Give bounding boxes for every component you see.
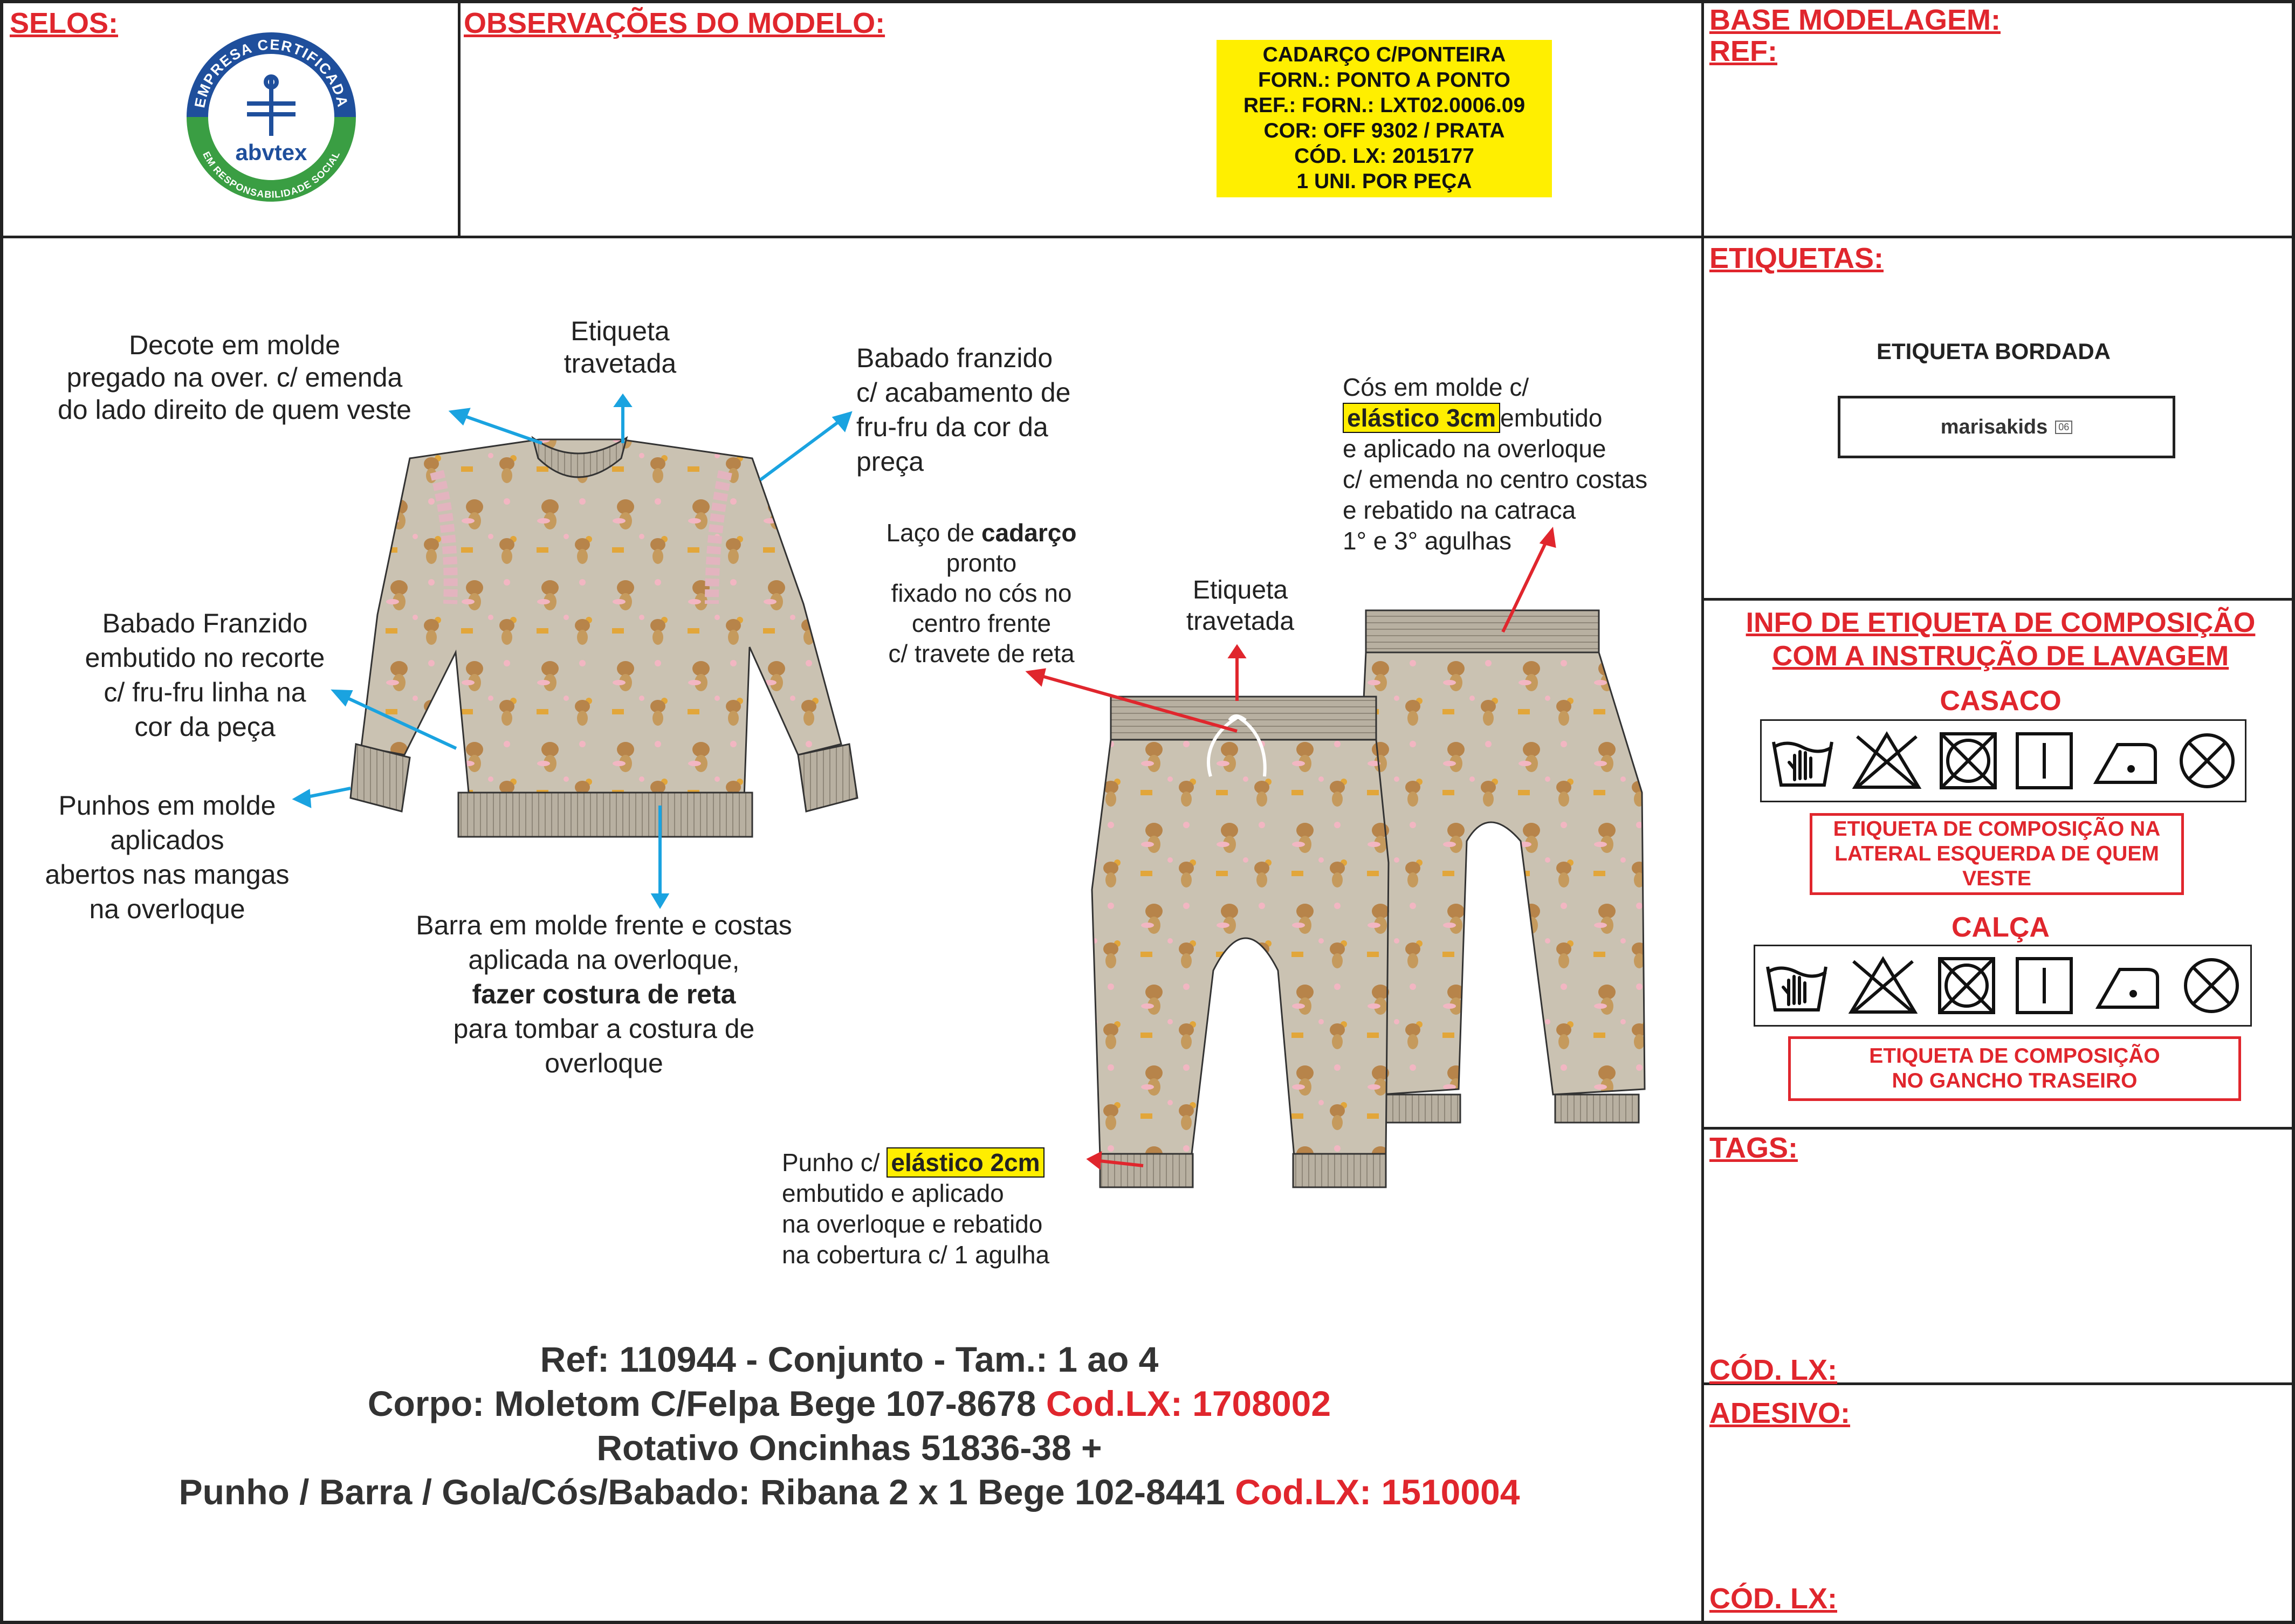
base-modelagem-header: BASE MODELAGEM:: [1709, 4, 2001, 36]
spec-rotativo: Rotativo Oncinhas 51836-38 +: [596, 1428, 1102, 1468]
cod-lx-adesivo: CÓD. LX:: [1709, 1582, 1837, 1615]
babado-recorte-line: embutido no recorte: [85, 643, 325, 673]
barra-line: aplicada na overloque,: [468, 945, 740, 975]
babado-ombro-line: preça: [856, 446, 924, 477]
etiqueta-casaco-line: Etiqueta: [571, 316, 670, 346]
notice-line: 1 UNI. POR PEÇA: [1296, 170, 1472, 193]
no-dry-clean-icon: [2182, 956, 2241, 1015]
brand-label-size: 06: [2055, 421, 2072, 434]
punho-line: na overloque e rebatido: [782, 1210, 1043, 1238]
cod-lx-tags: CÓD. LX:: [1709, 1354, 1837, 1386]
casaco-composition-note: [1810, 813, 2184, 895]
line-dry-icon: [2015, 731, 2074, 790]
notice-line: REF.: FORN.: LXT02.0006.09: [1243, 94, 1526, 117]
notice-line: CADARÇO C/PONTEIRA: [1262, 43, 1506, 66]
notice-line: CÓD. LX: 2015177: [1294, 144, 1474, 168]
outer-border-right: [2292, 0, 2295, 1624]
babado-ombro-line: Babado franzido: [856, 343, 1053, 373]
etiquetas-header: ETIQUETAS:: [1709, 242, 1884, 274]
babado-ombro-line: fru-fru da cor da: [856, 412, 1048, 442]
divider-right-1: [1701, 236, 2294, 238]
cos-line: Cós em molde c/: [1343, 373, 1529, 401]
seal-top-text: EMPRESA CERTIFICADA: [191, 36, 351, 109]
cos-elastic-highlight: elástico 3cm: [1343, 403, 1500, 433]
etiqueta-calca-note: [1159, 575, 1321, 637]
seal-brand: abvtex: [235, 140, 307, 165]
calca-title: CALÇA: [1952, 912, 2050, 943]
punhos-line: abertos nas mangas: [45, 859, 290, 890]
hand-wash-icon: [1770, 731, 1835, 790]
etiqueta-bordada-title: ETIQUETA BORDADA: [1877, 339, 2111, 364]
spec-ribana-codlx: Cod.LX: 1510004: [1235, 1472, 1520, 1512]
no-tumble-dry-icon: [1937, 956, 1996, 1015]
pants-front-drawing: [1092, 697, 1389, 1187]
outer-border-bottom: [0, 1621, 2295, 1624]
spec-ref-line: Ref: 110944 - Conjunto - Tam.: 1 ao 4: [540, 1339, 1159, 1379]
spec-corpo-codlx: Cod.LX: 1708002: [1046, 1384, 1331, 1423]
punho-prefix: Punho c/: [782, 1148, 887, 1176]
calca-note-line-2: NO GANCHO TRASEIRO: [1892, 1069, 2138, 1092]
calca-note-line-1: ETIQUETA DE COMPOSIÇÃO: [1869, 1044, 2160, 1068]
tags-header: TAGS:: [1709, 1132, 1798, 1164]
brand-label-box: [1838, 396, 2175, 458]
babado-recorte-note: [49, 606, 361, 744]
punhos-line: Punhos em molde: [58, 790, 276, 821]
cos-note: [1343, 372, 1699, 556]
iron-low-icon: [2091, 731, 2161, 790]
babado-recorte-line: cor da peça: [134, 712, 276, 742]
spec-corpo: Corpo: Moletom C/Felpa Bege 107-8678: [367, 1384, 1046, 1423]
casaco-care-symbols: [1760, 719, 2246, 802]
casaco-title: CASACO: [1940, 685, 2062, 717]
cos-line: e aplicado na overloque: [1343, 435, 1606, 463]
decote-line: do lado direito de quem veste: [58, 395, 411, 425]
no-bleach-icon: [1848, 956, 1918, 1015]
sweatshirt-drawing: [351, 438, 857, 837]
iron-low-icon: [2093, 956, 2163, 1015]
spec-summary: [0, 1337, 1699, 1514]
decote-line: pregado na over. c/ emenda: [66, 362, 403, 393]
selos-header: SELOS:: [10, 7, 119, 39]
cos-line: 1° e 3° agulhas: [1343, 527, 1512, 555]
adesivo-header: ADESIVO:: [1709, 1397, 1851, 1429]
cos-after: embutido: [1500, 404, 1603, 432]
barra-line-bold: fazer costura de reta: [472, 979, 736, 1009]
laco-line: c/ travete de reta: [888, 639, 1075, 668]
observacoes-header: OBSERVAÇÕES DO MODELO:: [464, 7, 885, 39]
barra-line: Barra em molde frente e costas: [416, 910, 792, 940]
decote-line: Decote em molde: [129, 330, 340, 360]
hand-wash-icon: [1764, 956, 1829, 1015]
composition-title: [1704, 606, 2295, 673]
ref-header: REF:: [1709, 35, 1777, 67]
punhos-note: [11, 788, 324, 926]
punho-calca-note: [782, 1147, 1116, 1270]
pants-back-drawing: [1356, 610, 1645, 1123]
cos-line: c/ emenda no centro costas: [1343, 465, 1648, 493]
no-bleach-icon: [1852, 731, 1922, 790]
punho-elastic-highlight: elástico 2cm: [887, 1147, 1044, 1178]
calca-care-symbols: [1754, 945, 2252, 1027]
notice-line: COR: OFF 9302 / PRATA: [1263, 119, 1505, 142]
babado-recorte-line: c/ fru-fru linha na: [104, 677, 306, 707]
seal-bottom-text: EM RESPONSABILIDADE SOCIAL: [201, 149, 342, 200]
casaco-note-text: ETIQUETA DE COMPOSIÇÃO NA LATERAL ESQUERDA DE QUEM VESTE: [1833, 817, 2161, 890]
no-tumble-dry-icon: [1939, 731, 1998, 790]
laco-line: centro frente: [911, 609, 1052, 637]
decote-note: [16, 329, 453, 426]
laco-note: [847, 518, 1116, 669]
laco-bold: cadarço: [981, 519, 1077, 547]
laco-line: pronto: [946, 549, 1017, 577]
composition-title-line-1: INFO DE ETIQUETA DE COMPOSIÇÃO: [1746, 607, 2256, 638]
babado-recorte-line: Babado Franzido: [102, 608, 308, 638]
no-dry-clean-icon: [2177, 731, 2237, 790]
barra-note: [377, 908, 830, 1081]
punho-line: na cobertura c/ 1 agulha: [782, 1241, 1050, 1269]
brand-label-text: marisakids: [1940, 415, 2048, 438]
etiqueta-casaco-note: [539, 315, 701, 380]
etiqueta-calca-line: Etiqueta: [1192, 576, 1288, 604]
punho-line: embutido e aplicado: [782, 1179, 1004, 1207]
punhos-line: aplicados: [110, 825, 224, 855]
divider-right-2: [1701, 598, 2294, 601]
cos-line: e rebatido na catraca: [1343, 496, 1576, 524]
etiqueta-calca-line: travetada: [1186, 607, 1295, 636]
calca-composition-note: [1788, 1036, 2241, 1101]
babado-ombro-note: [856, 341, 1137, 479]
punhos-line: na overloque: [89, 894, 245, 924]
composition-title-line-2: COM A INSTRUÇÃO DE LAVAGEM: [1772, 641, 2229, 672]
line-dry-icon: [2015, 956, 2074, 1015]
laco-prefix: Laço de: [886, 519, 982, 547]
babado-ombro-line: c/ acabamento de: [856, 377, 1071, 408]
laco-line: fixado no cós no: [891, 579, 1072, 607]
notice-line: FORN.: PONTO A PONTO: [1258, 68, 1511, 92]
divider-main-vertical: [1701, 0, 1704, 1624]
barra-line: overloque: [545, 1048, 663, 1078]
barra-line: para tombar a costura de: [453, 1014, 755, 1044]
etiqueta-casaco-line: travetada: [564, 348, 677, 379]
divider-right-3: [1701, 1127, 2294, 1130]
spec-ribana: Punho / Barra / Gola/Cós/Babado: Ribana 2 x 1 Bege 102-8441: [178, 1472, 1235, 1512]
